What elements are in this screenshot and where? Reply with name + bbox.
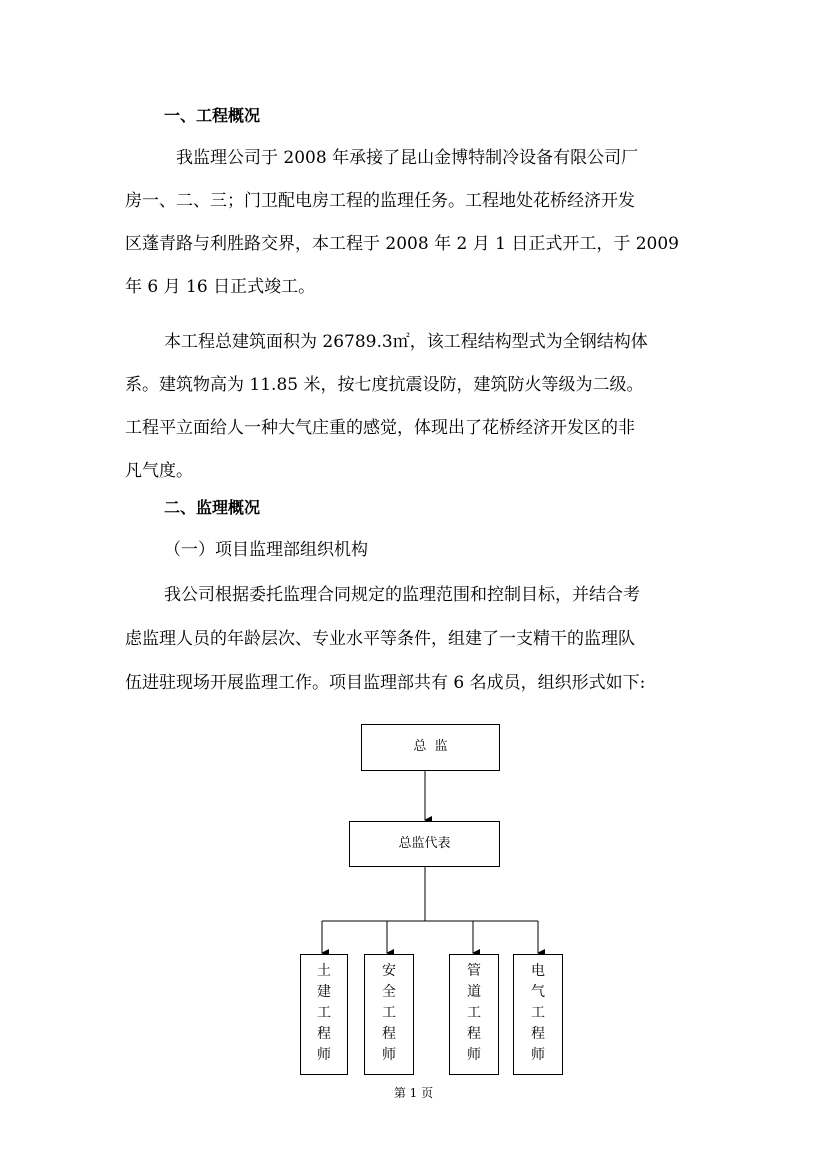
- box-char: 程: [467, 1026, 481, 1042]
- chief-supervisor-box: [361, 724, 500, 771]
- box-char: 管: [467, 963, 481, 979]
- paragraph-line: 年 6 月 16 日正式竣工。: [125, 277, 316, 297]
- paragraph-line: 虑监理人员的年龄层次、专业水平等条件，组建了一支精干的监理队: [125, 629, 635, 649]
- box-char: 师: [531, 1047, 545, 1063]
- box-char: 电: [531, 963, 545, 979]
- box-char: 气: [531, 984, 545, 1000]
- box-char: 师: [382, 1047, 396, 1063]
- chief-supervisor-label: 总 监: [413, 739, 448, 754]
- paragraph-line: 系。建筑物高为 11.85 米，按七度抗震设防，建筑防火等级为二级。: [125, 375, 644, 395]
- box-char: 师: [467, 1047, 481, 1063]
- paragraph-line: 我公司根据委托监理合同规定的监理范围和控制目标，并结合考: [164, 585, 640, 605]
- box-char: 工: [467, 1005, 481, 1021]
- box-char: 安: [382, 963, 396, 979]
- paragraph-line: 本工程总建筑面积为 26789.3㎡，该工程结构型式为全钢结构体: [164, 332, 648, 352]
- box-char: 道: [467, 984, 481, 1000]
- section-2-heading: 二、监理概况: [164, 498, 261, 517]
- box-char: 程: [317, 1026, 331, 1042]
- section-1-heading: 一、工程概况: [164, 106, 261, 125]
- paragraph-line: 伍进驻现场开展监理工作。项目监理部共有 6 名成员，组织形式如下:: [125, 673, 646, 693]
- electrical-engineer-box: [513, 954, 563, 1075]
- paragraph-line: 我监理公司于 2008 年承接了昆山金博特制冷设备有限公司厂: [176, 148, 639, 168]
- box-char: 程: [531, 1026, 545, 1042]
- box-char: 土: [317, 963, 331, 979]
- box-char: 建: [317, 984, 331, 1000]
- box-char: 程: [382, 1026, 396, 1042]
- paragraph-line: 凡气度。: [125, 461, 193, 481]
- deputy-supervisor-box: [349, 821, 500, 867]
- box-char: 全: [382, 984, 396, 1000]
- box-char: 工: [382, 1005, 396, 1021]
- paragraph-line: 工程平立面给人一种大气庄重的感觉，体现出了花桥经济开发区的非: [125, 418, 635, 438]
- paragraph-line: 房一、二、三；门卫配电房工程的监理任务。工程地处花桥经济开发: [125, 191, 635, 211]
- civil-engineer-box: [300, 954, 348, 1075]
- box-char: 工: [531, 1005, 545, 1021]
- box-char: 工: [317, 1005, 331, 1021]
- deputy-supervisor-label: 总监代表: [398, 836, 451, 851]
- subheading: （一）项目监理部组织机构: [164, 540, 368, 560]
- paragraph-line: 区蓬青路与利胜路交界，本工程于 2008 年 2 月 1 日正式开工，于 2009: [125, 234, 679, 254]
- page-number: 第 1 页: [393, 1086, 434, 1100]
- safety-engineer-box: [364, 954, 414, 1075]
- piping-engineer-box: [449, 954, 499, 1075]
- box-char: 师: [317, 1047, 331, 1063]
